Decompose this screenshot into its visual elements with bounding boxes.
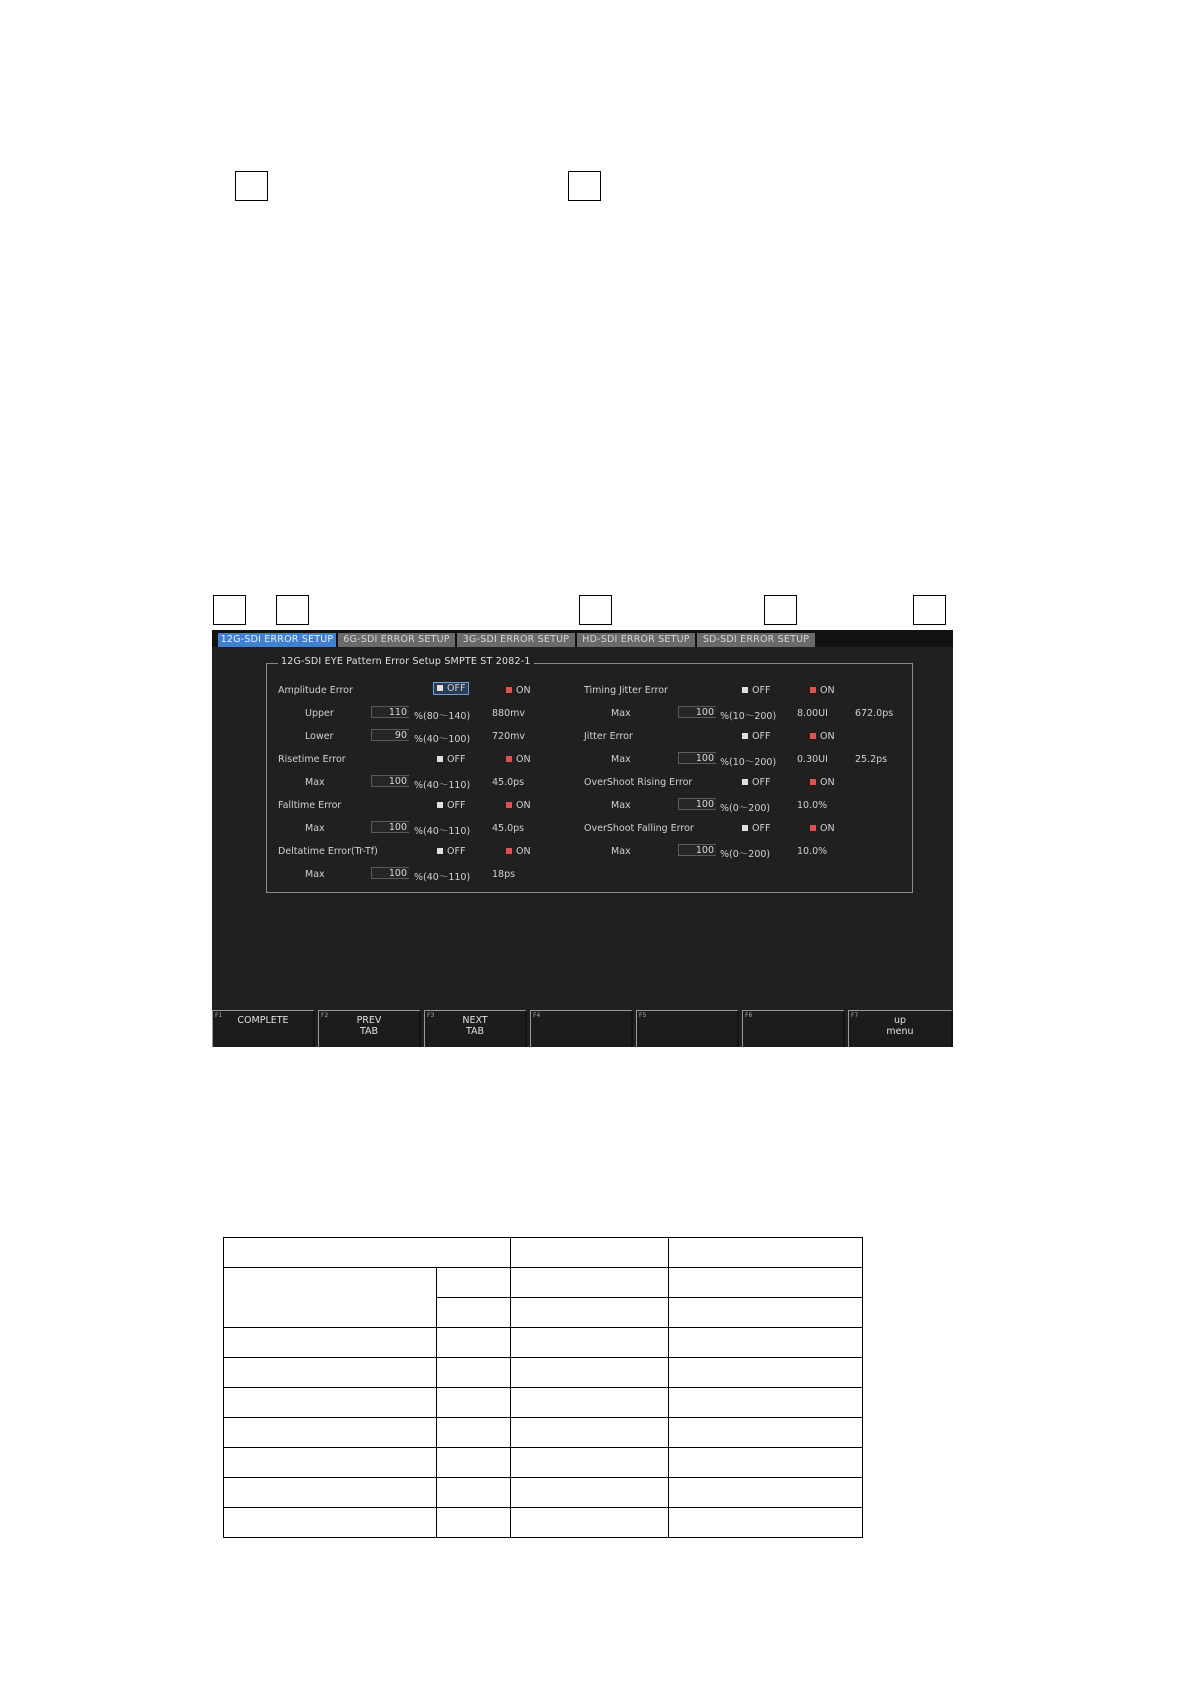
callout-box [568,171,601,201]
table-cell [669,1418,863,1448]
table-cell [669,1478,863,1508]
upper-result: 880mv [492,708,526,719]
table-cell [669,1448,863,1478]
overshoot-rising-off-checkbox[interactable] [742,777,770,788]
overshoot-rising-max-label: Max [611,800,631,811]
overshoot-falling-max-input[interactable]: 100 [678,844,716,856]
fkey-label: COMPLETE [237,1015,289,1026]
table-cell [437,1418,511,1448]
table-cell [224,1508,437,1538]
off-label: OFF [752,731,771,742]
off-label: OFF [752,685,771,696]
deltatime-max-input[interactable]: 100 [371,867,409,879]
table-row [224,1388,863,1418]
blank-table [223,1237,863,1538]
table-row [224,1508,863,1538]
jitter-error-off-checkbox[interactable] [742,731,770,742]
overshoot-falling-off-checkbox[interactable] [742,823,770,834]
fkey-label: up menu [886,1015,914,1037]
risetime-error-on-checkbox[interactable] [506,754,531,765]
overshoot-rising-max-range: %(0～200) [720,803,771,814]
upper-input[interactable]: 110 [371,706,409,718]
checkbox-checked-icon [810,779,816,785]
deltatime-max-label: Max [305,869,325,880]
table-cell [224,1358,437,1388]
off-label: OFF [447,846,466,857]
table-cell [437,1388,511,1418]
checkbox-checked-icon [810,733,816,739]
checkbox-icon [437,756,443,762]
overshoot-falling-max-result: 10.0% [797,846,828,857]
table-cell [224,1478,437,1508]
f6-button[interactable] [742,1010,845,1047]
jitter-max-input[interactable]: 100 [678,752,716,764]
timing-jitter-error-label: Timing Jitter Error [584,685,668,696]
table-cell [437,1478,511,1508]
table-cell [437,1328,511,1358]
timing-jitter-max-input[interactable]: 100 [678,706,716,718]
tab-bar [212,630,953,647]
upper-label: Upper [305,708,334,719]
table-cell [669,1238,863,1268]
callout-box [764,595,797,625]
checkbox-icon [742,779,748,785]
fkey-label: NEXT TAB [462,1015,488,1037]
table-row [224,1448,863,1478]
table-cell [511,1508,669,1538]
on-label: ON [516,800,531,811]
overshoot-rising-error-label: OverShoot Rising Error [584,777,693,788]
on-label: ON [516,754,531,765]
checkbox-icon [437,848,443,854]
table-cell [224,1448,437,1478]
checkbox-icon [437,685,443,691]
callout-box [213,595,246,625]
overshoot-rising-max-input[interactable]: 100 [678,798,716,810]
tab-hd-sdi-error-setup[interactable]: HD-SDI ERROR SETUP [577,633,695,647]
group-title: 12G-SDI EYE Pattern Error Setup SMPTE ST 2082-1 [278,656,534,667]
fkey-label: PREV TAB [356,1015,382,1037]
lower-input[interactable]: 90 [371,729,409,741]
falltime-error-on-checkbox[interactable] [506,800,531,811]
fkey-number: F4 [533,1012,541,1019]
jitter-max-result-ps: 25.2ps [855,754,888,765]
callout-box [235,171,268,201]
overshoot-rising-on-checkbox[interactable] [810,777,835,788]
callout-box [913,595,946,625]
checkbox-checked-icon [810,825,816,831]
fkey-number: F6 [745,1012,753,1019]
off-label: OFF [447,683,466,694]
table-row [224,1238,863,1268]
upper-range: %(80～140) [414,711,471,722]
overshoot-falling-on-checkbox[interactable] [810,823,835,834]
falltime-max-input[interactable]: 100 [371,821,409,833]
table-cell [511,1358,669,1388]
table-cell [437,1268,511,1298]
table-cell [224,1388,437,1418]
checkbox-checked-icon [506,687,512,693]
deltatime-error-off-checkbox[interactable] [437,846,465,857]
table-row [224,1478,863,1508]
checkbox-checked-icon [810,687,816,693]
tab-6g-sdi-error-setup[interactable]: 6G-SDI ERROR SETUP [338,633,455,647]
amplitude-error-on-checkbox[interactable] [506,685,531,696]
table-cell [511,1328,669,1358]
checkbox-checked-icon [506,848,512,854]
timing-jitter-max-result: 8.00UI [797,708,828,719]
on-label: ON [516,685,531,696]
table-cell [511,1448,669,1478]
falltime-error-off-checkbox[interactable] [437,800,465,811]
overshoot-falling-max-label: Max [611,846,631,857]
table-row [224,1358,863,1388]
jitter-max-label: Max [611,754,631,765]
f7-up-menu-button[interactable] [848,1010,953,1047]
function-key-bar [212,1010,953,1047]
fkey-number: F7 [851,1012,859,1019]
table-cell [511,1268,669,1298]
risetime-max-result: 45.0ps [492,777,525,788]
risetime-error-label: Risetime Error [278,754,346,765]
off-label: OFF [752,823,771,834]
f1-complete-button[interactable] [212,1010,315,1047]
table-cell [437,1298,511,1328]
fkey-number: F3 [427,1012,435,1019]
deltatime-error-label: Deltatime Error(Tr-Tf) [278,846,378,857]
overshoot-rising-max-result: 10.0% [797,800,828,811]
table-cell [511,1478,669,1508]
table-cell [669,1388,863,1418]
table-cell [669,1508,863,1538]
checkbox-icon [742,687,748,693]
table-row [224,1268,863,1298]
amplitude-error-off-checkbox[interactable] [434,683,468,694]
table-cell [224,1268,437,1328]
deltatime-max-result: 18ps [492,869,516,880]
risetime-max-label: Max [305,777,325,788]
table-cell [437,1448,511,1478]
table-cell [669,1298,863,1328]
f4-button[interactable] [530,1010,633,1047]
tab-sd-sdi-error-setup[interactable]: SD-SDI ERROR SETUP [697,633,815,647]
falltime-max-range: %(40～110) [414,826,471,837]
risetime-error-off-checkbox[interactable] [437,754,465,765]
table-cell [437,1508,511,1538]
falltime-max-result: 45.0ps [492,823,525,834]
amplitude-error-label: Amplitude Error [278,685,353,696]
risetime-max-range: %(40～110) [414,780,471,791]
off-label: OFF [447,800,466,811]
off-label: OFF [752,777,771,788]
jitter-error-on-checkbox[interactable] [810,731,835,742]
overshoot-falling-error-label: OverShoot Falling Error [584,823,694,834]
timing-jitter-max-range: %(10～200) [720,711,777,722]
falltime-error-label: Falltime Error [278,800,342,811]
callout-box [579,595,612,625]
on-label: ON [516,846,531,857]
risetime-max-input[interactable]: 100 [371,775,409,787]
table-row [224,1418,863,1448]
on-label: ON [820,731,835,742]
table-cell [224,1418,437,1448]
table-cell [511,1238,669,1268]
checkbox-icon [742,825,748,831]
table-cell [511,1298,669,1328]
timing-jitter-error-on-checkbox[interactable] [810,685,835,696]
table-cell [224,1328,437,1358]
jitter-error-label: Jitter Error [584,731,633,742]
tab-3g-sdi-error-setup[interactable]: 3G-SDI ERROR SETUP [457,633,575,647]
checkbox-checked-icon [506,756,512,762]
checkbox-icon [437,802,443,808]
lower-label: Lower [305,731,334,742]
f2-prev-tab-button[interactable] [318,1010,421,1047]
f3-next-tab-button[interactable] [424,1010,527,1047]
table-cell [669,1328,863,1358]
checkbox-checked-icon [506,802,512,808]
table-cell [511,1388,669,1418]
fkey-number: F2 [321,1012,329,1019]
tab-12g-sdi-error-setup[interactable]: 12G-SDI ERROR SETUP [218,633,336,647]
table-row [224,1328,863,1358]
timing-jitter-max-label: Max [611,708,631,719]
table-cell [511,1418,669,1448]
on-label: ON [820,823,835,834]
fkey-number: F5 [639,1012,647,1019]
falltime-max-label: Max [305,823,325,834]
checkbox-icon [742,733,748,739]
on-label: ON [820,777,835,788]
table-cell [669,1358,863,1388]
lower-range: %(40～100) [414,734,471,745]
table-cell [669,1268,863,1298]
off-label: OFF [447,754,466,765]
lower-result: 720mv [492,731,526,742]
table-cell [224,1238,511,1268]
jitter-max-range: %(10～200) [720,757,777,768]
fkey-number: F1 [215,1012,223,1019]
table-cell [437,1358,511,1388]
deltatime-max-range: %(40～110) [414,872,471,883]
callout-box [276,595,309,625]
timing-jitter-max-result-ps: 672.0ps [855,708,894,719]
timing-jitter-error-off-checkbox[interactable] [742,685,770,696]
jitter-max-result: 0.30UI [797,754,828,765]
device-screen [212,630,953,1047]
overshoot-falling-max-range: %(0～200) [720,849,771,860]
on-label: ON [820,685,835,696]
f5-button[interactable] [636,1010,739,1047]
deltatime-error-on-checkbox[interactable] [506,846,531,857]
